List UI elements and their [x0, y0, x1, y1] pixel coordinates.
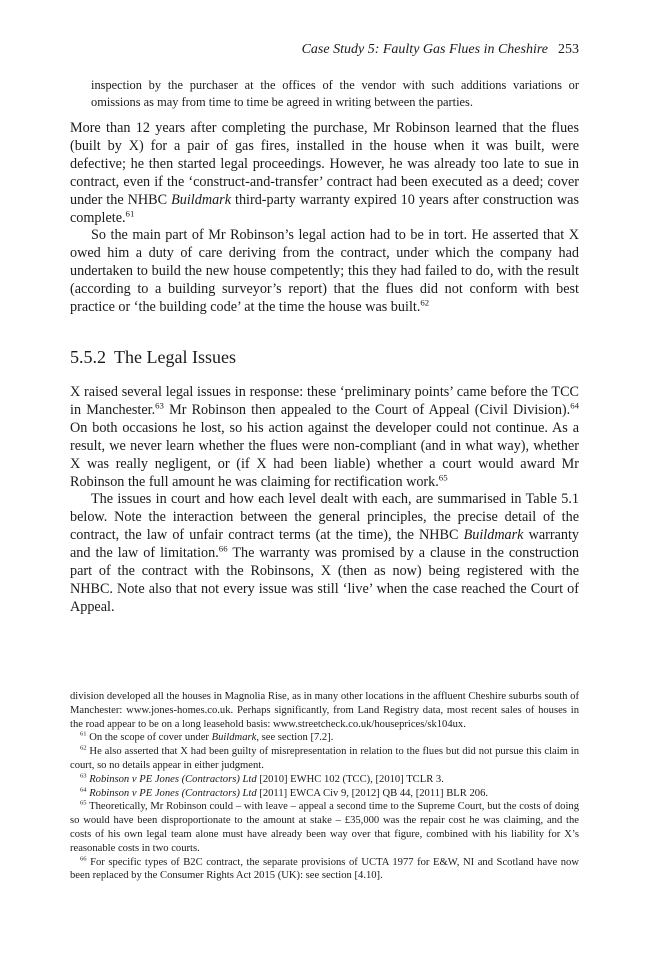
- footnote-text: , see section [7.2].: [256, 732, 334, 744]
- section-title: The Legal Issues: [114, 347, 236, 367]
- contract-quote: inspection by the purchaser at the offices of the vendor with such additions variations or omissions as may from time to time be agreed in writing between the parties.: [91, 78, 579, 109]
- paragraph-flues-defective: [70, 120, 579, 227]
- para1-text: More than 12 years after completing the purchase, Mr Robinson learned that the flues (built by X) for a pair of gas fires, installed in the house when it was built, were defective; he then started legal proceedings. However, he was already too late to sue in contract, even if the ‘construct-and-transfer’ contract had been executed as a deed; cover under the NHBC: [70, 120, 579, 208]
- para1-text-after: third-party warranty expired 10 years after construction was complete.: [70, 191, 580, 226]
- para3-text-1: X raised several legal issues in response: these ‘preliminary points’ came before the TCC in Manchester.: [70, 384, 579, 418]
- footnote-number: 65: [80, 799, 87, 807]
- running-title: Case Study 5: Faulty Gas Flues in Cheshire: [301, 42, 548, 57]
- para4-text-1: The issues in court and how each level dealt with each, are summarised in Table 5.1 below. Note the interaction between the general principles, the precise detail of the contract, the law of unfair contract terms (at the time), the NHBC: [70, 491, 579, 544]
- footnote-number: 61: [80, 730, 87, 738]
- footnote-number: 62: [80, 744, 87, 752]
- paragraph-issues-summary: [70, 491, 579, 616]
- body-text-legal-issues: [70, 384, 579, 617]
- footnote-text: On the scope of cover under: [86, 732, 212, 744]
- footnote-ref-63[interactable]: 63: [155, 400, 164, 411]
- footnote-italic: Buildmark: [211, 732, 257, 744]
- section-number: 5.5.2: [70, 347, 106, 367]
- paragraph-tort-action: [70, 227, 579, 317]
- footnote-ref-65[interactable]: 65: [438, 471, 448, 482]
- footnote-text: For specific types of B2C contract, the separate provisions of UCTA 1977 for E&W, NI and Scotland have now been replaced by the Consumer Rights Act 2015 (UK): see section [4.10].: [70, 856, 579, 882]
- footnote-ref-62[interactable]: 62: [420, 297, 430, 308]
- footnote-text: Theoretically, Mr Robinson could – with leave – appeal a second time to the Supreme Court, but the costs of doing so would have been disproportionate to the amount at stake – £35,000 was the repair cost he was claiming, and the costs of his own legal team alone must have already been way over that figure, combined with his liability for X’s reasonable costs in two courts.: [70, 801, 579, 854]
- footnote-ref-66[interactable]: 66: [218, 543, 228, 554]
- para4-text-3: The warranty was promised by a clause in the construction part of the contract with the Robinsons, X (then as now) being registered with the NHBC. Note also that not every issue was still ‘live’ when the case reached the Court of Appeal.: [70, 545, 579, 615]
- para4-text-2: warranty and the law of limitation.: [70, 527, 579, 562]
- buildmark-italic-2: Buildmark: [463, 527, 524, 544]
- para2-text: So the main part of Mr Robinson’s legal action had to be in tort. He asserted that X owed him a duty of care deriving from the contract, under which the company had undertaken to build the new house competently; this they had failed to do, with the result (according to a building surveyor’s report) that the flues did not conform with best practice or ‘the building code’ at the time the house was built.: [70, 227, 579, 316]
- footnote-ref-64[interactable]: 64: [570, 400, 579, 411]
- footnote-63: [70, 773, 579, 787]
- case-name: Robinson v PE Jones (Contractors) Ltd: [86, 773, 257, 785]
- footnote-text: He also asserted that X had been guilty of misrepresentation in relation to the flues but did not pursue this claim in court, so no details appear in either judgment.: [70, 746, 579, 771]
- footnote-number: 63: [80, 772, 87, 780]
- footnote-61: [70, 731, 579, 745]
- body-text-top: [70, 120, 579, 317]
- footnote-62: [70, 745, 579, 773]
- footnote-66: [70, 856, 579, 884]
- case-name: Robinson v PE Jones (Contractors) Ltd: [86, 787, 257, 799]
- running-header: [70, 41, 579, 58]
- footnote-65: [70, 800, 579, 855]
- footnote-ref-61[interactable]: 61: [125, 207, 135, 218]
- buildmark-italic: Buildmark: [171, 191, 231, 208]
- footnote-text: [2011] EWCA Civ 9, [2012] QB 44, [2011] BLR 206.: [256, 787, 489, 799]
- para3-text-3: On both occasions he lost, so his action against the developer could not continue. As a result, we never learn whether the flues were non-compliant (and in what way), whether X was really negligent, or (if X had been liable) whether a court would award Mr Robinson the full amount he was claiming for rectification work.: [70, 419, 579, 490]
- footnote-number: 64: [80, 786, 87, 794]
- footnote-64: [70, 787, 579, 801]
- section-heading: [70, 346, 579, 368]
- footnote-number: 66: [80, 855, 87, 863]
- para3-text-2: Mr Robinson then appealed to the Court of Appeal (Civil Division).: [163, 401, 571, 418]
- footnote-continuation: division developed all the houses in Magnolia Rise, as in many other locations in the affluent Cheshire suburbs south of Manchester: www.jones-homes.co.uk. Perhaps significantly, from Land Registry data, most recent sales of houses in the road appear to be on a long leasehold basis: www.streetcheck.co.uk/houseprices/sk104ux.: [70, 691, 579, 730]
- footnote-text: [2010] EWHC 102 (TCC), [2010] TCLR 3.: [256, 773, 444, 785]
- page-number: 253: [558, 42, 579, 57]
- paragraph-legal-issues: [70, 384, 579, 491]
- footnotes: [70, 690, 579, 883]
